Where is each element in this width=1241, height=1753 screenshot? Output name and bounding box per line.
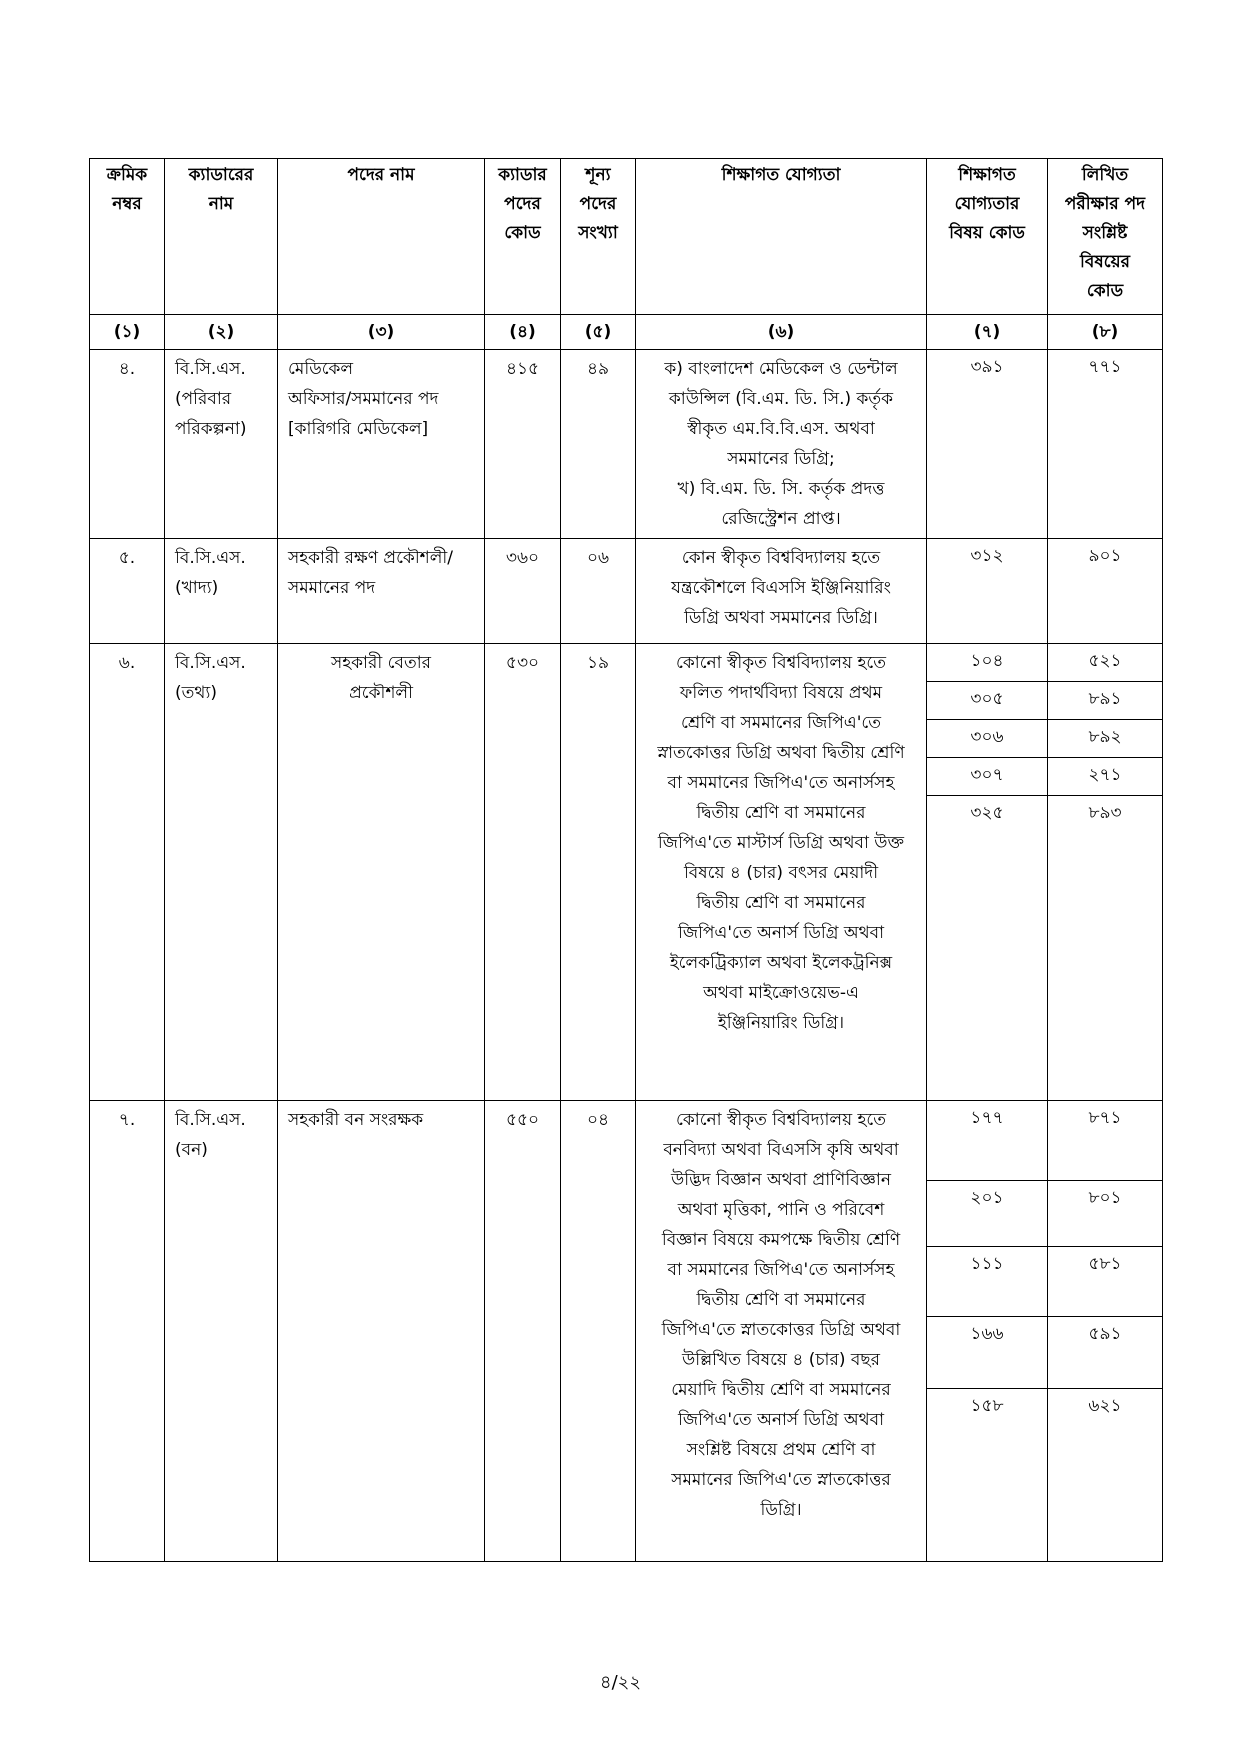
- serial-number: ৭.: [90, 1101, 165, 1562]
- table-row: [90, 1101, 1163, 1562]
- qualification-line: ফলিত পদার্থবিদ্যা বিষয়ে প্রথম: [679, 683, 883, 703]
- post-name-line: সহকারী বন সংরক্ষক: [288, 1110, 424, 1130]
- subject-code: ৩০৭: [927, 758, 1047, 796]
- column-number: (৮): [1048, 315, 1163, 350]
- qualification-line: অথবা মাইক্রোওয়েভ-এ: [703, 983, 859, 1003]
- qualification-line: জিপিএ'তে মাস্টার্স ডিগ্রি অথবা উক্ত: [657, 833, 905, 853]
- qualification-line: জিপিএ'তে অনার্স ডিগ্রি অথবা: [677, 923, 885, 943]
- post-name-line: সমমানের পদ: [288, 578, 376, 598]
- vacancy-count: ৪৯: [561, 350, 636, 539]
- written-subject-code: ২৭১: [1048, 758, 1162, 796]
- post-name: [278, 350, 485, 539]
- qualification-line: বা সমমানের জিপিএ'তে অনার্সসহ: [667, 773, 895, 793]
- written-subject-code: ৯০১: [1088, 546, 1122, 566]
- subject-code: ১১১: [927, 1247, 1047, 1317]
- cadre-code: ৫৫০: [485, 1101, 561, 1562]
- column-number: (৬): [636, 315, 927, 350]
- header-line: সংশ্লিষ্ট: [1082, 223, 1128, 243]
- qualification-line: ইঞ্জিনিয়ারিং ডিগ্রি।: [717, 1013, 845, 1033]
- header-line: পদের: [504, 194, 541, 214]
- column-number: (৪): [485, 315, 561, 350]
- vacancy-count: ০৬: [561, 539, 636, 644]
- serial-number: ৬.: [90, 644, 165, 1101]
- written-subject-code: ৮৯৩: [1088, 803, 1122, 823]
- qualification: [636, 644, 927, 1101]
- qualification-line: রেজিস্ট্রেশন প্রাপ্ত।: [721, 509, 841, 529]
- header-line: সংখ্যা: [578, 223, 618, 243]
- cadre-name-line: বি.সি.এস.: [175, 359, 246, 379]
- header-line: নাম: [208, 194, 234, 214]
- cadre-name-line: বি.সি.এস.: [175, 548, 246, 568]
- post-name: [278, 539, 485, 644]
- post-name-line: সহকারী রক্ষণ প্রকৌশলী/: [288, 548, 454, 568]
- header-line: পরীক্ষার পদ: [1064, 194, 1146, 214]
- qualification-line: বনবিদ্যা অথবা বিএসসি কৃষি অথবা: [663, 1140, 899, 1160]
- column-number: (৫): [561, 315, 636, 350]
- qualification-line: মেয়াদি দ্বিতীয় শ্রেণি বা সমমানের: [671, 1380, 891, 1400]
- subject-code: ১৬৬: [927, 1317, 1047, 1389]
- written-subject-code: ৬২১: [1088, 1396, 1122, 1416]
- qualification-line: বা সমমানের জিপিএ'তে অনার্সসহ: [667, 1260, 895, 1280]
- header-line: ক্যাডারের: [188, 165, 254, 185]
- cadre-name: [165, 1101, 278, 1562]
- qualification-line: কোন স্বীকৃত বিশ্ববিদ্যালয় হতে: [681, 548, 881, 568]
- written-code-cell: [1048, 350, 1163, 539]
- written-code-cell: [1048, 539, 1163, 644]
- qualification: [636, 350, 927, 539]
- cadre-name-line: (খাদ্য): [175, 578, 219, 598]
- qualification-line: বিষয়ে ৪ (চার) বৎসর মেয়াদী: [683, 863, 879, 883]
- header-serial: [90, 159, 165, 315]
- written-subject-code: ৫৮১: [1048, 1247, 1162, 1317]
- header-line: যোগ্যতার: [954, 194, 1020, 214]
- cadre-name: [165, 644, 278, 1101]
- page-number: ৪/২২: [599, 1672, 642, 1693]
- subject-code-cell: [927, 350, 1048, 539]
- qualification-line: উদ্ভিদ বিজ্ঞান অথবা প্রাণিবিজ্ঞান: [671, 1170, 891, 1190]
- header-written-code: [1048, 159, 1163, 315]
- qualification-line: ইলেকট্রিক্যাল অথবা ইলেকট্রনিক্স: [669, 953, 893, 973]
- qualification-line: যন্ত্রকৌশলে বিএসসি ইঞ্জিনিয়ারিং: [671, 578, 891, 598]
- written-code-cell: [1048, 644, 1163, 1101]
- cadre-name-line: বি.সি.এস.: [175, 653, 246, 673]
- post-name: [278, 644, 485, 1101]
- post-name-line: মেডিকেল: [288, 359, 354, 379]
- header-line: ক্যাডার: [498, 165, 547, 185]
- header-line: লিখিত: [1081, 165, 1129, 185]
- qualification-line: কোনো স্বীকৃত বিশ্ববিদ্যালয় হতে: [675, 1110, 887, 1130]
- subject-code: ৩০৫: [927, 682, 1047, 720]
- header-line: কোড: [504, 223, 541, 243]
- subject-code: ৩২৫: [970, 803, 1004, 823]
- qualification: [636, 539, 927, 644]
- table-row: [90, 350, 1163, 539]
- subject-code-cell: [927, 644, 1048, 1101]
- cadre-code: ৫৩০: [485, 644, 561, 1101]
- qualification-line: বিজ্ঞান বিষয়ে কমপক্ষে দ্বিতীয় শ্রেণি: [661, 1230, 901, 1250]
- qualification-line: অথবা মৃত্তিকা, পানি ও পরিবেশ: [677, 1200, 885, 1220]
- header-vacancies: [561, 159, 636, 315]
- post-name-line: [কারিগরি মেডিকেল]: [288, 419, 429, 439]
- cadre-code: ৪১৫: [485, 350, 561, 539]
- subject-code: ১৭৭: [927, 1101, 1047, 1181]
- qualification-line: খ) বি.এম. ডি. সি. কর্তৃক প্রদত্ত: [677, 479, 885, 499]
- vacancy-count: ০৪: [561, 1101, 636, 1562]
- qualification: [636, 1101, 927, 1562]
- cadre-name-line: (পরিবার: [175, 389, 232, 409]
- table-body: [90, 350, 1163, 1562]
- subject-code: ৩১২: [970, 546, 1004, 566]
- written-subject-code: ৮৯১: [1048, 682, 1162, 720]
- post-name: [278, 1101, 485, 1562]
- cadre-name-line: (বন): [175, 1140, 208, 1160]
- post-name-line: সহকারী বেতার: [331, 653, 431, 673]
- qualification-line: ডিগ্রি অথবা সমমানের ডিগ্রি।: [684, 608, 878, 628]
- qualification-line: জিপিএ'তে স্নাতকোত্তর ডিগ্রি অথবা: [661, 1320, 901, 1340]
- cadre-name-line: পরিকল্পনা): [175, 419, 247, 439]
- qualification-line: সমমানের জিপিএ'তে স্নাতকোত্তর: [671, 1470, 891, 1490]
- header-qualification: [636, 159, 927, 315]
- header-line: ক্রমিক: [106, 165, 148, 185]
- subject-code: ২০১: [927, 1181, 1047, 1247]
- subject-code: ১০৪: [927, 644, 1047, 682]
- header-line: শিক্ষাগত যোগ্যতা: [721, 165, 841, 185]
- column-number-row: [90, 315, 1163, 350]
- serial-number: ৫.: [90, 539, 165, 644]
- column-number: (১): [90, 315, 165, 350]
- header-post-name: [278, 159, 485, 315]
- header-line: বিষয় কোড: [949, 223, 1025, 243]
- qualification-line: কাউন্সিল (বি.এম. ডি. সি.) কর্তৃক: [668, 389, 894, 409]
- header-line: পদের নাম: [347, 165, 415, 185]
- post-name-line: অফিসার/সমমানের পদ: [288, 389, 439, 409]
- qualification-line: কোনো স্বীকৃত বিশ্ববিদ্যালয় হতে: [675, 653, 887, 673]
- written-subject-code: ৮৯২: [1048, 720, 1162, 758]
- column-number: (৩): [278, 315, 485, 350]
- table-row: [90, 644, 1163, 1101]
- qualification-line: উল্লিখিত বিষয়ে ৪ (চার) বছর: [681, 1350, 880, 1370]
- qualification-line: দ্বিতীয় শ্রেণি বা সমমানের: [696, 893, 866, 913]
- subject-code-cell: [927, 1101, 1048, 1562]
- written-code-cell: [1048, 1101, 1163, 1562]
- vacancy-table: [89, 158, 1163, 1562]
- qualification-line: জিপিএ'তে অনার্স ডিগ্রি অথবা: [677, 1410, 885, 1430]
- table-header-row: [90, 159, 1163, 315]
- serial-number: ৪.: [90, 350, 165, 539]
- written-subject-code: ৫৯১: [1048, 1317, 1162, 1389]
- subject-code: ১৫৮: [970, 1396, 1004, 1416]
- header-line: বিষয়ের: [1080, 252, 1130, 272]
- qualification-line: ক) বাংলাদেশ মেডিকেল ও ডেন্টাল: [664, 359, 898, 379]
- qualification-line: দ্বিতীয় শ্রেণি বা সমমানের: [696, 1290, 866, 1310]
- vacancy-count: ১৯: [561, 644, 636, 1101]
- subject-code: ৩০৬: [927, 720, 1047, 758]
- header-cadre-code: [485, 159, 561, 315]
- cadre-name-line: বি.সি.এস.: [175, 1110, 246, 1130]
- written-subject-code: ৫২১: [1048, 644, 1162, 682]
- qualification-line: ডিগ্রি।: [760, 1500, 802, 1520]
- written-subject-code: ৮৭১: [1048, 1101, 1162, 1181]
- qualification-line: দ্বিতীয় শ্রেণি বা সমমানের: [696, 803, 866, 823]
- table-row: [90, 539, 1163, 644]
- qualification-line: স্বীকৃত এম.বি.বি.এস. অথবা: [687, 419, 875, 439]
- written-subject-code: ৮০১: [1048, 1181, 1162, 1247]
- header-subject-code: [927, 159, 1048, 315]
- header-line: পদের: [579, 194, 617, 214]
- header-line: শূন্য: [585, 165, 611, 185]
- header-line: কোড: [1086, 281, 1124, 301]
- header-line: নম্বর: [112, 194, 142, 214]
- cadre-name: [165, 350, 278, 539]
- column-number: (২): [165, 315, 278, 350]
- subject-code-cell: [927, 539, 1048, 644]
- qualification-line: সমমানের ডিগ্রি;: [727, 449, 835, 469]
- written-subject-code: ৭৭১: [1088, 357, 1122, 377]
- cadre-name: [165, 539, 278, 644]
- header-line: শিক্ষাগত: [958, 165, 1016, 185]
- cadre-code: ৩৬০: [485, 539, 561, 644]
- qualification-line: স্নাতকোত্তর ডিগ্রি অথবা দ্বিতীয় শ্রেণি: [657, 743, 905, 763]
- qualification-line: শ্রেণি বা সমমানের জিপিএ'তে: [680, 713, 882, 733]
- header-cadre-name: [165, 159, 278, 315]
- qualification-line: সংশ্লিষ্ট বিষয়ে প্রথম শ্রেণি বা: [686, 1440, 876, 1460]
- post-name-line: প্রকৌশলী: [349, 683, 413, 703]
- cadre-name-line: (তথ্য): [175, 683, 217, 703]
- subject-code: ৩৯১: [970, 357, 1004, 377]
- column-number: (৭): [927, 315, 1048, 350]
